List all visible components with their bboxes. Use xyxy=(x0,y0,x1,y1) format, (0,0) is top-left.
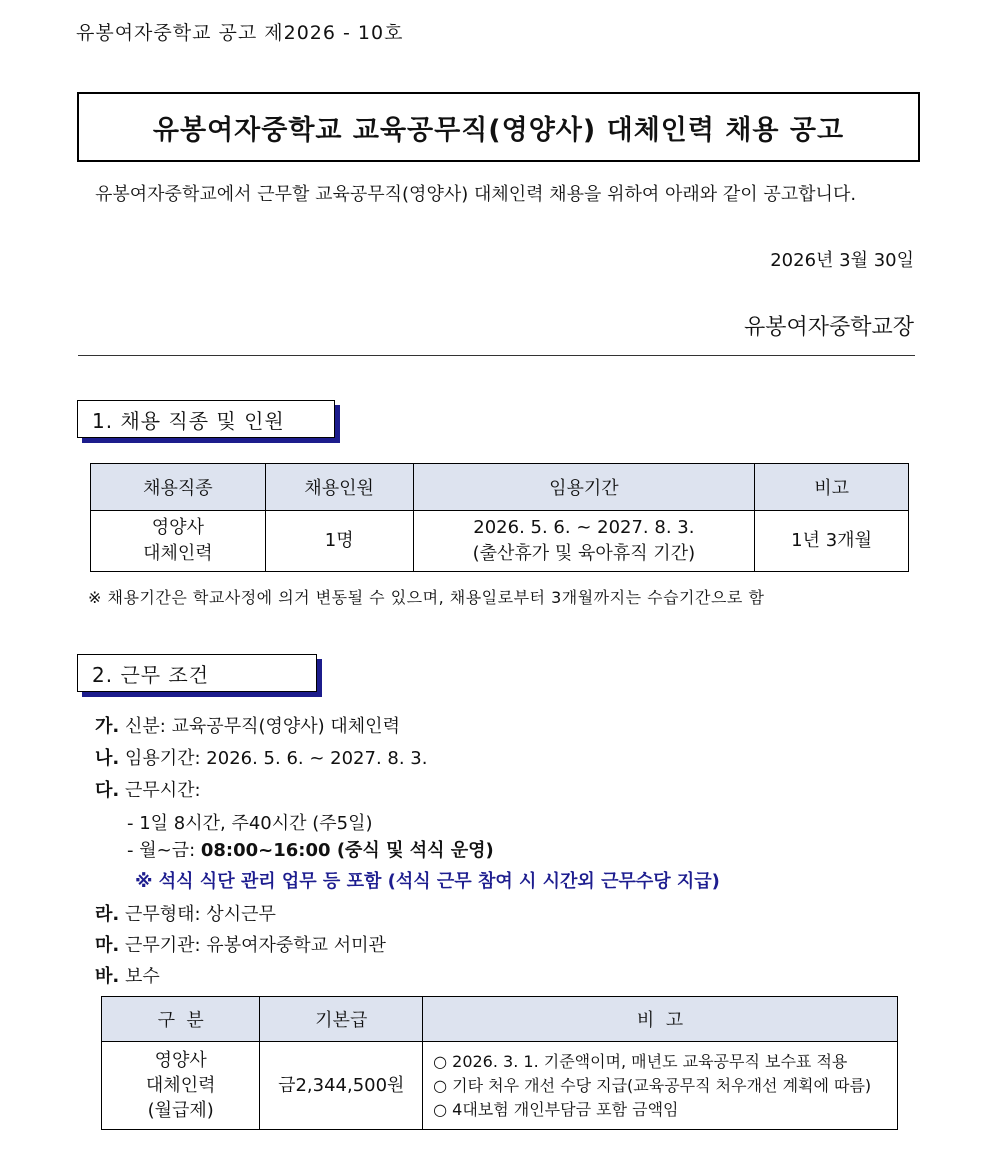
list-marker: 다. xyxy=(95,780,120,801)
recruitment-table xyxy=(90,463,909,572)
list-marker: 라. xyxy=(95,904,120,925)
hours-sub2-bold: 08:00~16:00 (중식 및 석식 운영) xyxy=(200,840,494,861)
hours-sub2-prefix: - 월~금: xyxy=(127,840,201,861)
period-line1: 2026. 5. 6. ~ 2027. 8. 3. xyxy=(473,517,695,538)
job-line2: 대체인력 xyxy=(143,543,213,564)
list-marker: 나. xyxy=(95,748,120,769)
cell-base-pay: 금2,344,500원 xyxy=(260,1042,423,1130)
principal-signature: 유봉여자중학교장 xyxy=(743,315,914,340)
table-header-row xyxy=(91,464,909,511)
list-marker: 바. xyxy=(95,966,120,987)
list-item xyxy=(95,744,427,770)
remark-line: ○ 기타 처우 개선 수당 지급(교육공무직 처우개선 계획에 따름) xyxy=(433,1075,872,1095)
cell-job-type xyxy=(91,511,266,572)
list-item xyxy=(95,712,400,738)
header-remarks: 비 고 xyxy=(423,997,898,1042)
header-period: 임용기간 xyxy=(413,464,755,511)
pay-table xyxy=(101,996,898,1130)
list-text: 보수 xyxy=(124,966,160,987)
header-remark: 비고 xyxy=(755,464,909,511)
table-row xyxy=(102,1042,898,1130)
header-headcount: 채용인원 xyxy=(265,464,413,511)
hours-sub1: - 1일 8시간, 주40시간 (주5일) xyxy=(127,813,373,834)
section1-heading: 1. 채용 직종 및 인원 xyxy=(77,400,335,438)
header-job-type: 채용직종 xyxy=(91,464,266,511)
list-marker: 가. xyxy=(95,716,120,737)
list-item xyxy=(95,962,160,988)
job-line1: 영양사 xyxy=(151,517,204,538)
hours-emphasis: ※ 석식 식단 관리 업무 등 포함 (석식 근무 참여 시 시간외 근무수당 지급) xyxy=(135,871,720,892)
header-base-pay: 기본급 xyxy=(260,997,423,1042)
notice-date: 2026년 3월 30일 xyxy=(770,250,914,271)
category-line3: (월급제) xyxy=(147,1100,214,1121)
list-item xyxy=(95,931,386,957)
intro-paragraph: 유봉여자중학교에서 근무할 교육공무직(영양사) 대체인력 채용을 위하여 아래와 같이 공고합니다. xyxy=(95,184,857,205)
hours-sub2 xyxy=(127,836,494,862)
section2-heading: 2. 근무 조건 xyxy=(77,654,317,692)
table-header-row xyxy=(102,997,898,1042)
cell-category xyxy=(102,1042,260,1130)
category-line2: 대체인력 xyxy=(145,1075,216,1096)
list-text: 신분: 교육공무직(영양사) 대체인력 xyxy=(124,716,400,737)
divider xyxy=(78,355,915,356)
recruitment-note: ※ 채용기간은 학교사정에 의거 변동될 수 있으며, 채용일로부터 3개월까지는 수습기간으로 함 xyxy=(88,588,765,607)
category-line1: 영양사 xyxy=(154,1050,207,1071)
list-text: 임용기간: 2026. 5. 6. ~ 2027. 8. 3. xyxy=(124,748,428,769)
remark-line: ○ 2026. 3. 1. 기준액이며, 매년도 교육공무직 보수표 적용 xyxy=(433,1051,848,1071)
list-text: 근무기관: 유봉여자중학교 서미관 xyxy=(124,935,386,956)
cell-remark: 1년 3개월 xyxy=(755,511,909,572)
notice-number: 유봉여자중학교 공고 제2026 - 10호 xyxy=(76,22,404,44)
remark-line: ○ 4대보험 개인부담금 포함 금액임 xyxy=(433,1099,679,1119)
cell-period xyxy=(413,511,755,572)
list-item xyxy=(95,776,201,802)
page-title: 유봉여자중학교 교육공무직(영양사) 대체인력 채용 공고 xyxy=(152,114,845,146)
list-text: 근무형태: 상시근무 xyxy=(124,904,276,925)
header-category: 구 분 xyxy=(102,997,260,1042)
list-text: 근무시간: xyxy=(124,780,201,801)
list-item xyxy=(95,900,276,926)
period-line2: (출산휴가 및 육아휴직 기간) xyxy=(472,543,696,564)
title-box xyxy=(77,92,920,162)
cell-headcount: 1명 xyxy=(265,511,413,572)
list-marker: 마. xyxy=(95,935,120,956)
cell-remarks xyxy=(423,1042,898,1130)
table-row xyxy=(91,511,909,572)
